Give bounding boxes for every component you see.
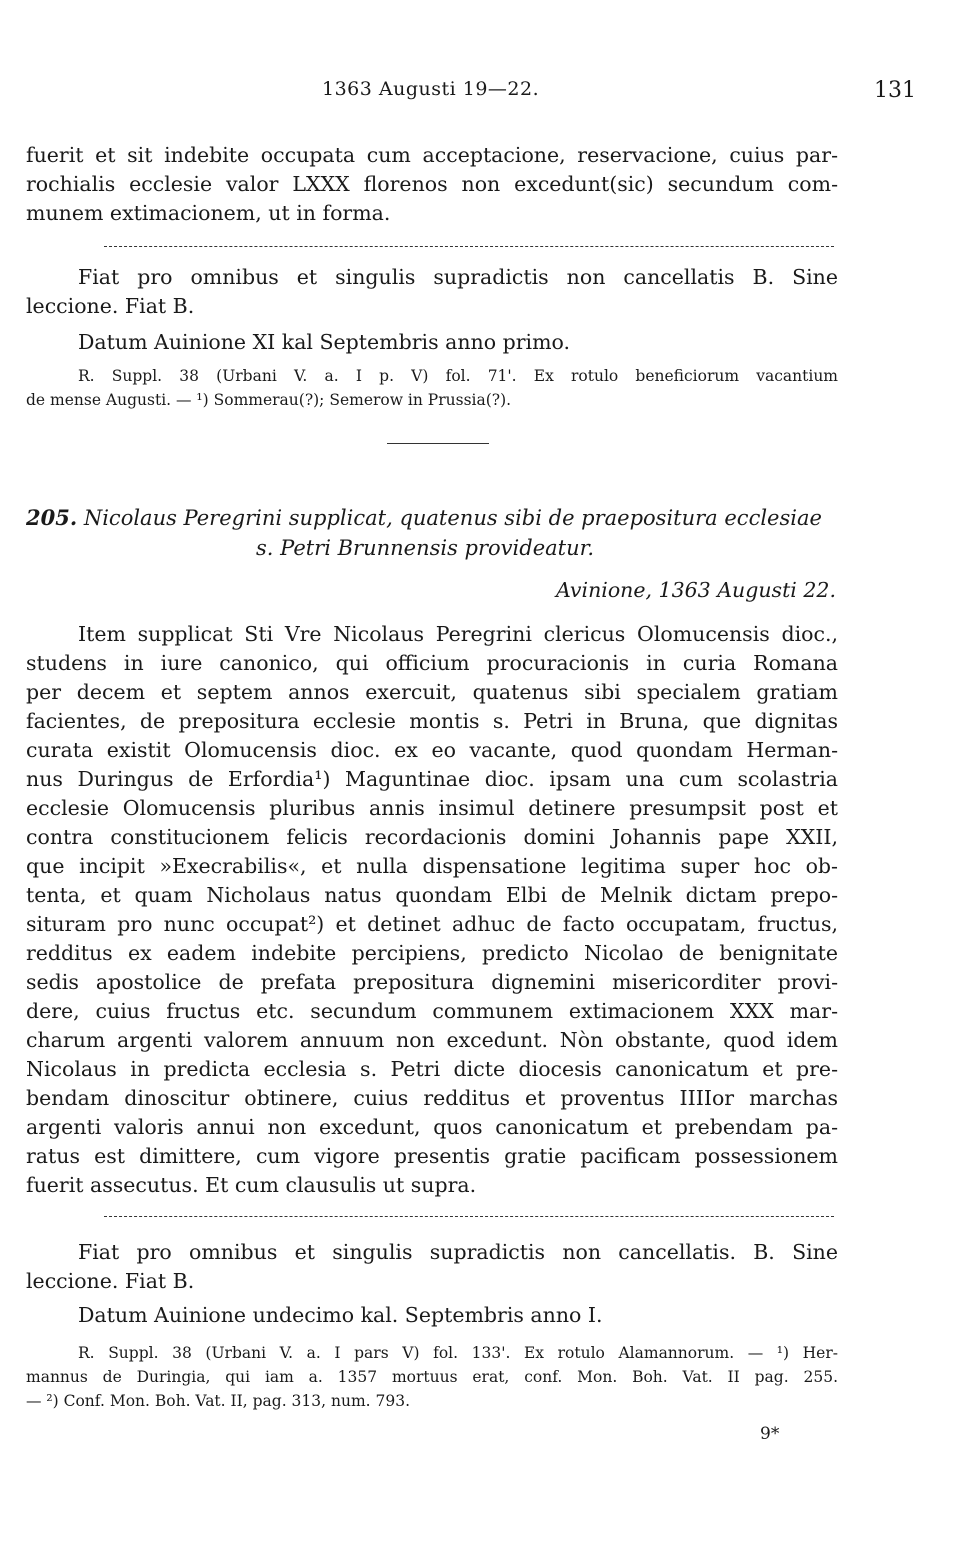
note-line: R. Suppl. 38 (Urbani V. a. I pars V) fol. 133'. Ex rotulo Alamannorum. — ¹) Her- — [78, 1344, 838, 1362]
prev-entry-text — [26, 141, 838, 228]
prev-notes — [26, 364, 838, 412]
note-line: — ²) Conf. Mon. Boh. Vat. II, pag. 313, num. 793. — [26, 1392, 411, 1410]
datum-line: Datum Auinione undecimo kal. Septembris anno I. — [78, 1303, 603, 1327]
entry-number: 205. — [26, 505, 78, 530]
text-line: bendam dinoscitur obtinere, cuius redditus et proventus IIIIor marchas — [26, 1086, 838, 1110]
page-number: 131 — [874, 78, 916, 103]
text-line: facientes, de prepositura ecclesie montis s. Petri in Bruna, que dignitas — [26, 709, 838, 733]
text-line: studens in iure canonico, qui officium procuracionis in curia Romana — [26, 651, 838, 675]
text-line: situram pro nunc occupat²) et detinet adhuc de facto occupatam, fructus, — [26, 912, 838, 936]
text-line: Item supplicat Sti Vre Nicolaus Peregrini clericus Olomucensis dioc., — [78, 622, 838, 646]
text-line: redditus ex eadem indebite percipiens, predicto Nicolao de benignitate — [26, 941, 838, 965]
text-line: tenta, et quam Nicholaus natus quondam Elbi de Melnik dictam prepo- — [26, 883, 838, 907]
note-line: mannus de Duringia, qui iam a. 1357 mortuus erat, conf. Mon. Boh. Vat. II pag. 255. — [26, 1368, 838, 1386]
text-line: contra constitucionem felicis recordacionis domini Johannis pape XXII, — [26, 825, 838, 849]
page-header — [26, 78, 916, 108]
entry-title-line: s. Petri Brunnensis provideatur. — [256, 536, 595, 560]
text-line: leccione. Fiat B. — [26, 294, 195, 318]
text-line: per decem et septem annos exercuit, quatenus sibi specialem gratiam — [26, 680, 838, 704]
text-line: fuerit assecutus. Et cum clausulis ut supra. — [26, 1173, 477, 1197]
text-line: dere, cuius fructus etc. secundum communem extimacionem XXX mar- — [26, 999, 838, 1023]
dashed-separator — [104, 1216, 834, 1217]
text-line: ratus est dimittere, cum vigore presentis gratie pacificam possessionem — [26, 1144, 838, 1168]
text-line: munem extimacionem, ut in forma. — [26, 201, 391, 225]
text-line: que incipit »Execrabilis«, et nulla dispensatione legitima super hoc ob- — [26, 854, 838, 878]
entry-fiat — [26, 1238, 838, 1296]
text-line: curata existit Olomucensis dioc. ex eo vacante, quod quondam Herman- — [26, 738, 838, 762]
note-line: de mense Augusti. — ¹) Sommerau(?); Semerow in Prussia(?). — [26, 391, 512, 409]
text-line: Fiat pro omnibus et singulis supradictis non cancellatis. B. Sine — [78, 1240, 838, 1264]
note-line: R. Suppl. 38 (Urbani V. a. I p. V) fol. 71'. Ex rotulo beneficiorum vacantium — [78, 367, 838, 385]
document-page — [26, 0, 940, 1559]
entry-title-line: Nicolaus Peregrini supplicat, quatenus sibi de praepositura ecclesiae — [83, 506, 822, 530]
text-line: rochialis ecclesie valor LXXX florenos non excedunt(sic) secundum com- — [26, 172, 838, 196]
text-line: leccione. Fiat B. — [26, 1269, 195, 1293]
text-line: ecclesie Olomucensis pluribus annis insimul detinere presumpsit post et — [26, 796, 838, 820]
entry-datum — [26, 1301, 838, 1330]
text-line: sedis apostolice de prefata prepositura dignemini misericorditer provi- — [26, 970, 838, 994]
entry-separator — [387, 443, 489, 444]
running-title: 1363 Augusti 19—22. — [322, 78, 540, 100]
place-date: Avinione, 1363 Augusti 22. — [555, 578, 836, 602]
text-line: nus Duringus de Erfordia¹) Maguntinae dioc. ipsam una cum scolastria — [26, 767, 838, 791]
datum-line: Datum Auinione XI kal Septembris anno primo. — [78, 330, 571, 354]
entry-notes — [26, 1341, 838, 1413]
text-line: Fiat pro omnibus et singulis supradictis non cancellatis B. Sine — [78, 265, 838, 289]
text-line: Nicolaus in predicta ecclesia s. Petri dicte diocesis canonicatum et pre- — [26, 1057, 838, 1081]
text-line: fuerit et sit indebite occupata cum acceptacione, reservacione, cuius par- — [26, 143, 838, 167]
prev-fiat — [26, 263, 838, 321]
signature-mark: 9* — [760, 1424, 780, 1444]
prev-datum — [26, 328, 838, 357]
text-line: argenti valoris annui non excedunt, quos canonicatum et prebendam pa- — [26, 1115, 838, 1139]
entry-body — [26, 620, 838, 1200]
dashed-separator — [104, 246, 834, 247]
entry-title — [26, 503, 838, 563]
text-line: charum argenti valorem annuum non excedunt. Nòn obstante, quod idem — [26, 1028, 838, 1052]
